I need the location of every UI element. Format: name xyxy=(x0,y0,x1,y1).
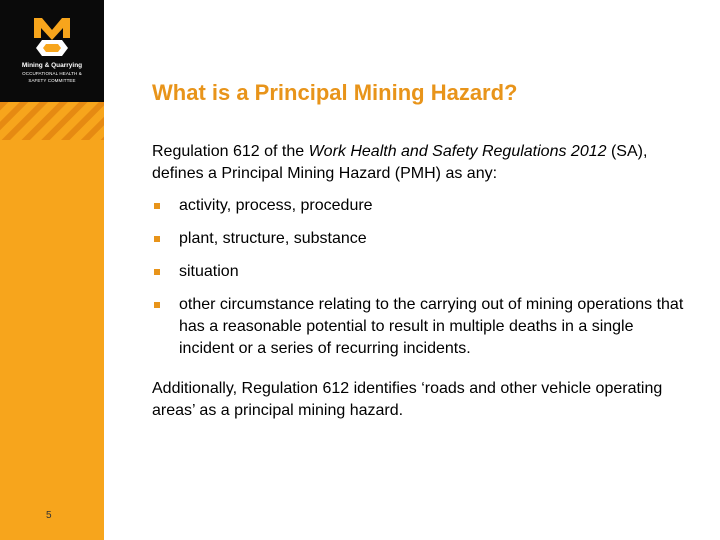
bullet-item xyxy=(152,261,692,283)
page-number: 5 xyxy=(46,510,52,521)
square-bullet-icon xyxy=(154,269,160,275)
intro-regulation-title: Work Health and Safety Regulations 2012 xyxy=(308,143,607,160)
square-bullet-icon xyxy=(154,203,160,209)
bullet-item xyxy=(152,294,692,360)
intro-text: Regulation 612 of the xyxy=(152,143,309,160)
bullet-text: other circumstance relating to the carrying out of mining operations that has a reasonable potential to result in multiple deaths in a single incident or a series of recurring incidents. xyxy=(179,296,684,357)
bullet-item xyxy=(152,228,692,250)
slide-title: What is a Principal Mining Hazard? xyxy=(152,80,518,105)
hazard-bullet-list xyxy=(152,195,692,371)
bullet-text: activity, process, procedure xyxy=(179,197,373,214)
logo-text-line: OCCUPATIONAL HEALTH & xyxy=(22,71,82,76)
intro-text: (SA), defines a Principal Mining Hazard (PMH) as any: xyxy=(152,143,648,182)
intro-paragraph xyxy=(152,141,692,185)
bullet-text: plant, structure, substance xyxy=(179,230,367,247)
sidebar xyxy=(0,0,104,540)
mq-logo-icon xyxy=(32,16,72,60)
bullet-text: situation xyxy=(179,263,239,280)
logo-text-line: SAFETY COMMITTEE xyxy=(28,78,76,83)
square-bullet-icon xyxy=(154,236,160,242)
bullet-item xyxy=(152,195,692,217)
square-bullet-icon xyxy=(154,302,160,308)
logo-text-line: Mining & Quarrying xyxy=(21,62,83,69)
outro-paragraph: Additionally, Regulation 612 identifies ‘roads and other vehicle operating areas’ as a principal mining hazard. xyxy=(152,380,663,419)
diagonal-stripes-decoration xyxy=(0,102,104,140)
sidebar-logo-area xyxy=(0,0,104,102)
